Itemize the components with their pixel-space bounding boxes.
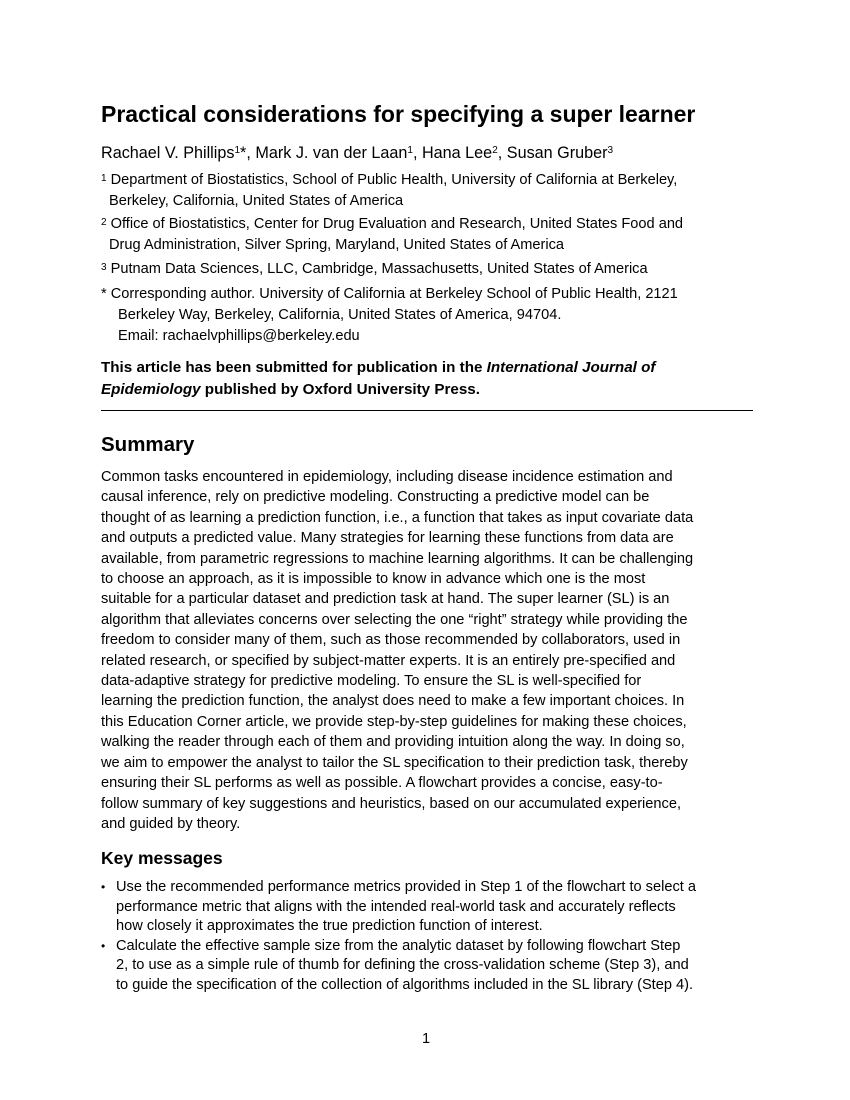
author-list bbox=[101, 143, 613, 163]
summary-paragraph: Common tasks encountered in epidemiology, including disease incidence estimation and causal inference, rely on predictive modeling. Constructing a predictive model can be thought of as learning a prediction function, i.e., a function that takes as input covariate data and outputs a predicted value. Many strategies for learning these functions from data are available, from parametric regressions to machine learning algorithms. It can be challenging to choose an approach, as it is impossible to know in advance which one is the most suitable for a particular dataset and prediction task at hand. The super learner (SL) is an algorithm that alleviates concerns over selecting the one “right” strategy while providing the freedom to consider many of them, such as those recommended by collaborators, used in related research, or specified by subject-matter experts. It is an entirely pre-specified and data-adaptive strategy for predictive modeling. To ensure the SL is well-specified for learning the prediction function, the analyst does need to make a few important choices. In this Education Corner article, we provide step-by-step guidelines for making these choices, walking the reader through each of them and providing intuition along the way. In doing so, we aim to empower the analyst to tailor the SL specification to their prediction task, thereby ensuring their SL performs as well as possible. A flowchart provides a concise, easy-to- follow summary of key suggestions and heuristics, based on our accumulated experience, and guided by theory. bbox=[101, 469, 694, 832]
affiliation-1: $^1$ Department of Biostatistics, School of Public Health, University of California at Berkeley, Berkeley, California, United States of America bbox=[101, 172, 678, 209]
affiliation-marker: 3 bbox=[101, 262, 107, 273]
affiliation-marker: 1 bbox=[101, 173, 107, 184]
author: Hana Lee$^2$, bbox=[421, 144, 507, 162]
bullet-icon: • bbox=[101, 880, 106, 894]
author: Susan Gruber$^3$ bbox=[506, 144, 614, 162]
journal-name-cont: Epidemiology bbox=[101, 381, 201, 398]
author-affiliation-mark: 1 bbox=[407, 145, 413, 156]
corresponding-marker: * bbox=[101, 286, 107, 302]
author: Rachael V. Phillips$^1$*, bbox=[101, 144, 256, 162]
author-affiliation-mark: 2 bbox=[492, 145, 498, 156]
affiliation-3: $^3$ Putnam Data Sciences, LLC, Cambridge, Massachusetts, United States of America bbox=[101, 261, 648, 277]
publication-notice: This article has been submitted for publication in the International Journal of Epidemiology published by Oxford University Press. bbox=[101, 359, 656, 398]
author-affiliation-mark: 1 bbox=[234, 145, 241, 156]
journal-name: International Journal of bbox=[486, 359, 656, 376]
list-item: • Calculate the effective sample size from the analytic dataset by following flowchart Step 2, to use as a simple rule of thumb for defining the cross-validation scheme (Step 3), and to guide the specification of the collection of algorithms included in the SL library (Step 4). bbox=[101, 937, 694, 993]
key-messages-list bbox=[101, 878, 761, 996]
corresponding-email: Email: rachaelvphillips@berkeley.edu bbox=[118, 328, 360, 344]
summary-heading: Summary bbox=[101, 433, 195, 456]
bullet-icon: • bbox=[101, 938, 106, 953]
author-affiliation-mark: 3 bbox=[607, 145, 614, 156]
list-item: • Use the recommended performance metrics provided in Step 1 of the flowchart to select a performance metric that aligns with the intended real-world task and accurately reflects how closely it approximates the true prediction function of interest. bbox=[101, 879, 696, 935]
corresponding-author: * Corresponding author. University of California at Berkeley School of Public Health, 2121 Berkeley Way, Berkeley, California, United States of America, 94704. Email: rachaelvphillips@berkeley.edu bbox=[101, 284, 753, 347]
affiliation-2: $^2$ Office of Biostatistics, Center for Drug Evaluation and Research, United States Food and Drug Administration, Silver Spring, Maryland, United States of America bbox=[101, 216, 684, 253]
paper-title: Practical considerations for specifying a super learner bbox=[101, 101, 696, 127]
key-messages-heading: Key messages bbox=[101, 848, 223, 868]
section-divider bbox=[101, 410, 753, 411]
author: Mark J. van der Laan$^1$, bbox=[255, 144, 422, 162]
affiliation-marker: 2 bbox=[101, 217, 107, 228]
page-number: 1 bbox=[421, 1031, 431, 1047]
